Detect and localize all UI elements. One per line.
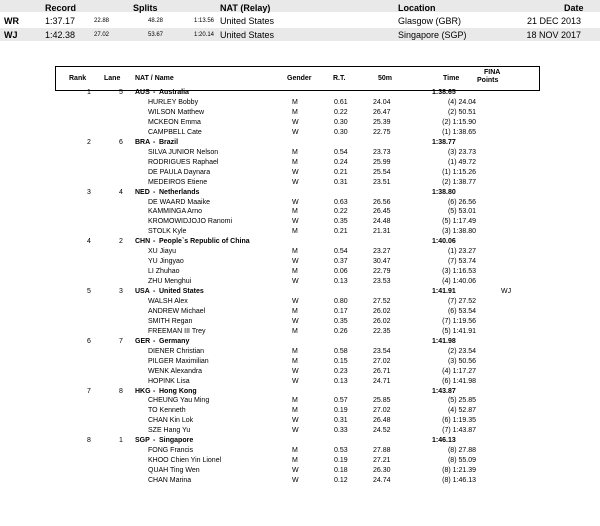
- swimmer-rt: 0.13: [334, 377, 348, 385]
- swimmer-cumulative: (3) 1:16.53: [442, 268, 476, 276]
- swimmer-split: 25.39: [373, 118, 391, 126]
- team-lane: 7: [119, 337, 123, 345]
- records-header-nat: NAT (Relay): [220, 3, 271, 13]
- swimmer-row: [55, 307, 540, 317]
- team-country: People`s Republic of China: [159, 238, 250, 246]
- team-row: [55, 188, 540, 198]
- records-header-location: Location: [398, 3, 436, 13]
- swimmer-gender: W: [292, 297, 299, 305]
- swimmer-rt: 0.31: [334, 178, 348, 186]
- swimmer-cumulative: (7) 1:43.87: [442, 427, 476, 435]
- swimmer-split: 25.99: [373, 158, 391, 166]
- swimmer-gender: M: [292, 248, 298, 256]
- swimmer-cumulative: (3) 50.56: [447, 357, 476, 365]
- team-lane: 6: [119, 138, 123, 146]
- swimmer-name: PILGER Maximilian: [148, 357, 209, 365]
- swimmer-row: [55, 148, 540, 158]
- swimmer-cumulative: (2) 1:15.90: [442, 118, 476, 126]
- swimmer-rt: 0.53: [334, 447, 348, 455]
- swimmer-row: [55, 347, 540, 357]
- swimmer-row: [55, 98, 540, 108]
- swimmer-rt: 0.12: [334, 477, 348, 484]
- swimmer-gender: W: [292, 467, 299, 475]
- team-lane: 3: [119, 288, 123, 295]
- team-row: [55, 88, 540, 98]
- swimmer-name: FREEMAN III Trey: [148, 327, 206, 335]
- swimmer-rt: 0.06: [334, 268, 348, 276]
- team-code: GER: [135, 337, 151, 345]
- header-50m: 50m: [378, 75, 393, 82]
- swimmer-name: CHEUNG Yau Ming: [148, 397, 210, 405]
- swimmer-name: ZHU Menghui: [148, 278, 192, 285]
- team-code: NED: [135, 188, 150, 196]
- swimmer-cumulative: (8) 55.09: [447, 457, 476, 465]
- swimmer-split: 27.52: [373, 297, 391, 305]
- swimmer-rt: 0.21: [334, 228, 348, 236]
- records-header-date: Date: [564, 3, 584, 13]
- swimmer-cumulative: (5) 1:17.49: [442, 218, 476, 226]
- team-dash: -: [153, 138, 156, 146]
- swimmer-rt: 0.54: [334, 148, 348, 156]
- swimmer-gender: M: [292, 208, 298, 216]
- team-country: Singapore: [159, 437, 194, 445]
- swimmer-gender: M: [292, 228, 298, 236]
- swimmer-split: 23.27: [373, 248, 391, 256]
- swimmer-rt: 0.58: [334, 347, 348, 355]
- swimmer-cumulative: (1) 23.27: [447, 248, 476, 256]
- swimmer-row: [55, 377, 540, 387]
- swimmer-rt: 0.35: [334, 218, 348, 226]
- team-row: [55, 337, 540, 347]
- team-row: [55, 387, 540, 397]
- swimmer-cumulative: (4) 24.04: [447, 98, 476, 106]
- swimmer-gender: W: [292, 367, 299, 375]
- swimmer-gender: W: [292, 477, 299, 484]
- swimmer-split: 24.52: [373, 427, 391, 435]
- swimmer-gender: W: [292, 128, 299, 136]
- swimmer-split: 27.88: [373, 447, 391, 455]
- team-time: 1:40.06: [432, 238, 456, 246]
- swimmer-rt: 0.63: [334, 198, 348, 206]
- swimmer-row: [55, 476, 540, 486]
- header-fina: FINA: [484, 69, 501, 76]
- swimmer-cumulative: (2) 1:38.77: [442, 178, 476, 186]
- swimmer-cumulative: (5) 25.85: [447, 397, 476, 405]
- swimmer-gender: M: [292, 357, 298, 365]
- team-row: [55, 237, 540, 247]
- record-date: 21 DEC 2013: [526, 16, 581, 26]
- swimmer-row: [55, 416, 540, 426]
- swimmer-rt: 0.24: [334, 158, 348, 166]
- swimmer-row: [55, 446, 540, 456]
- swimmer-row: [55, 267, 540, 277]
- team-row: [55, 138, 540, 148]
- swimmer-rt: 0.18: [334, 467, 348, 475]
- swimmer-name: TO Kenneth: [148, 407, 186, 415]
- team-rank: 1: [87, 89, 91, 96]
- header-rt: R.T.: [333, 75, 346, 82]
- swimmer-split: 23.53: [373, 278, 391, 285]
- swimmer-gender: M: [292, 158, 298, 166]
- swimmer-cumulative: (8) 27.88: [447, 447, 476, 455]
- swimmer-gender: M: [292, 407, 298, 415]
- swimmer-split: 27.02: [373, 357, 391, 365]
- team-rank: 7: [87, 387, 91, 395]
- swimmer-split: 26.56: [373, 198, 391, 206]
- header-time: Time: [443, 75, 460, 82]
- swimmer-name: DE WAARD Maaike: [148, 198, 210, 206]
- swimmer-rt: 0.54: [334, 248, 348, 256]
- record-split: 48.28: [148, 18, 164, 24]
- swimmer-row: [55, 108, 540, 118]
- swimmer-name: YU Jingyao: [148, 258, 184, 266]
- swimmer-rt: 0.15: [334, 357, 348, 365]
- swimmer-split: 24.04: [373, 98, 391, 106]
- swimmer-cumulative: (6) 26.56: [447, 198, 476, 206]
- record-nat: United States: [220, 30, 275, 40]
- swimmer-name: SZE Hang Yu: [148, 427, 191, 435]
- swimmer-row: [55, 118, 540, 128]
- record-time: 1:42.38: [45, 30, 76, 40]
- swimmer-row: [55, 178, 540, 188]
- team-code: USA: [135, 288, 150, 295]
- records-header-splits: Splits: [133, 3, 158, 13]
- swimmer-cumulative: (1) 1:38.65: [442, 128, 476, 136]
- team-time: 1:46.13: [432, 437, 456, 445]
- record-split: 22.88: [94, 18, 110, 24]
- swimmer-split: 23.51: [373, 178, 391, 186]
- swimmer-name: HOPINK Lisa: [148, 377, 190, 385]
- swimmer-name: DE PAULA Daynara: [148, 168, 211, 176]
- swimmer-name: KAMMINGA Arno: [148, 208, 203, 216]
- swimmer-split: 26.30: [373, 467, 391, 475]
- team-time: 1:41.98: [432, 337, 456, 345]
- header-gender: Gender: [287, 75, 312, 82]
- swimmer-gender: W: [292, 317, 299, 325]
- swimmer-row: [55, 297, 540, 307]
- records-row-band: [0, 28, 600, 41]
- swimmer-cumulative: (5) 1:41.91: [442, 327, 476, 335]
- swimmer-cumulative: (8) 1:46.13: [442, 477, 476, 484]
- swimmer-name: ANDREW Michael: [148, 307, 206, 315]
- results-table: [55, 66, 540, 526]
- swimmer-gender: W: [292, 218, 299, 226]
- swimmer-rt: 0.30: [334, 118, 348, 126]
- team-dash: -: [153, 238, 156, 246]
- team-code: SGP: [135, 437, 150, 445]
- swimmer-split: 25.54: [373, 168, 391, 176]
- swimmer-split: 25.85: [373, 397, 391, 405]
- swimmer-split: 23.73: [373, 148, 391, 156]
- record-split: 1:20.14: [194, 32, 215, 38]
- swimmer-gender: M: [292, 457, 298, 465]
- swimmer-split: 24.71: [373, 377, 391, 385]
- swimmer-name: SILVA JUNIOR Nelson: [148, 148, 219, 156]
- swimmer-rt: 0.22: [334, 208, 348, 216]
- swimmer-gender: W: [292, 427, 299, 435]
- swimmer-name: MCKEON Emma: [148, 118, 201, 126]
- team-lane: 4: [119, 188, 123, 196]
- swimmer-gender: W: [292, 178, 299, 186]
- record-time: 1:37.17: [45, 16, 76, 26]
- swimmer-cumulative: (4) 1:40.06: [442, 278, 476, 285]
- swimmer-gender: W: [292, 258, 299, 266]
- swimmer-gender: M: [292, 98, 298, 106]
- swimmer-name: HURLEY Bobby: [148, 98, 199, 106]
- swimmer-row: [55, 247, 540, 257]
- swimmer-name: KHOO Chien Yin Lionel: [148, 457, 222, 465]
- team-lane: 8: [119, 387, 123, 395]
- swimmer-gender: M: [292, 327, 298, 335]
- swimmer-rt: 0.33: [334, 427, 348, 435]
- swimmer-split: 23.54: [373, 347, 391, 355]
- swimmer-gender: M: [292, 347, 298, 355]
- record-code: WR: [4, 16, 19, 26]
- team-lane: 5: [119, 89, 123, 96]
- swimmer-gender: M: [292, 447, 298, 455]
- team-rank: 5: [87, 288, 91, 295]
- swimmer-gender: W: [292, 278, 299, 285]
- swimmer-rt: 0.21: [334, 168, 348, 176]
- swimmer-name: STOLK Kyle: [148, 228, 187, 236]
- record-date: 18 NOV 2017: [526, 30, 581, 40]
- team-rank: 3: [87, 188, 91, 196]
- swimmer-row: [55, 257, 540, 267]
- swimmer-row: [55, 327, 540, 337]
- swimmer-row: [55, 217, 540, 227]
- header-lane: Lane: [104, 75, 121, 82]
- swimmer-cumulative: (7) 53.74: [447, 258, 476, 266]
- swimmer-split: 26.48: [373, 417, 391, 425]
- team-country: Netherlands: [159, 188, 200, 196]
- team-dash: -: [153, 188, 156, 196]
- swimmer-split: 26.71: [373, 367, 391, 375]
- record-location: Glasgow (GBR): [398, 16, 462, 26]
- swimmer-split: 26.02: [373, 307, 391, 315]
- team-rank: 2: [87, 138, 91, 146]
- swimmer-row: [55, 128, 540, 138]
- swimmer-row: [55, 227, 540, 237]
- team-code: AUS: [135, 89, 150, 96]
- swimmer-split: 27.21: [373, 457, 391, 465]
- swimmer-split: 30.47: [373, 258, 391, 266]
- swimmer-rt: 0.57: [334, 397, 348, 405]
- swimmer-gender: M: [292, 268, 298, 276]
- swimmer-split: 22.75: [373, 128, 391, 136]
- swimmer-gender: W: [292, 118, 299, 126]
- swimmer-row: [55, 406, 540, 416]
- team-time: 1:41.91: [432, 288, 456, 295]
- swimmer-rt: 0.80: [334, 297, 348, 305]
- team-country: Australia: [159, 89, 189, 96]
- swimmer-rt: 0.23: [334, 367, 348, 375]
- team-time: 1:38.80: [432, 188, 456, 196]
- team-rank: 4: [87, 238, 91, 246]
- swimmer-row: [55, 158, 540, 168]
- swimmer-row: [55, 277, 540, 287]
- swimmer-name: CAMPBELL Cate: [148, 128, 202, 136]
- record-split: 53.67: [148, 32, 164, 38]
- team-code: HKG: [135, 387, 151, 395]
- team-dash: -: [153, 288, 156, 295]
- swimmer-name: MEDEIROS Etiene: [148, 178, 208, 186]
- swimmer-rt: 0.31: [334, 417, 348, 425]
- swimmer-split: 22.35: [373, 327, 391, 335]
- swimmer-cumulative: (6) 1:19.35: [442, 417, 476, 425]
- swimmer-row: [55, 317, 540, 327]
- swimmer-split: 24.48: [373, 218, 391, 226]
- swimmer-rt: 0.17: [334, 307, 348, 315]
- swimmer-gender: W: [292, 168, 299, 176]
- swimmer-row: [55, 357, 540, 367]
- swimmer-split: 22.79: [373, 268, 391, 276]
- swimmer-cumulative: (3) 23.73: [447, 148, 476, 156]
- swimmer-name: RODRIGUES Raphael: [148, 158, 219, 166]
- team-row: [55, 436, 540, 446]
- swimmer-row: [55, 426, 540, 436]
- swimmer-cumulative: (6) 1:41.98: [442, 377, 476, 385]
- swimmer-cumulative: (1) 49.72: [447, 158, 476, 166]
- swimmer-split: 27.02: [373, 407, 391, 415]
- swimmer-name: LI Zhuhao: [148, 268, 180, 276]
- swimmer-rt: 0.19: [334, 407, 348, 415]
- team-country: United States: [159, 288, 204, 295]
- swimmer-cumulative: (6) 53.54: [447, 307, 476, 315]
- swimmer-row: [55, 456, 540, 466]
- swimmer-name: DIENER Christian: [148, 347, 205, 355]
- swimmer-cumulative: (7) 1:19.56: [442, 317, 476, 325]
- records-table: [0, 0, 600, 42]
- swimmer-name: FONG Francis: [148, 447, 194, 455]
- swimmer-cumulative: (2) 23.54: [447, 347, 476, 355]
- record-split: 27.02: [94, 32, 110, 38]
- swimmer-cumulative: (1) 1:15.26: [442, 168, 476, 176]
- swimmer-name: WALSH Alex: [148, 297, 188, 305]
- header-points: Points: [477, 77, 499, 84]
- record-split: 1:13.56: [194, 18, 215, 24]
- team-dash: -: [153, 387, 156, 395]
- swimmer-gender: W: [292, 377, 299, 385]
- swimmer-gender: M: [292, 307, 298, 315]
- team-lane: 1: [119, 437, 123, 445]
- header-rank: Rank: [69, 75, 87, 82]
- record-code: WJ: [4, 30, 18, 40]
- record-location: Singapore (SGP): [398, 30, 467, 40]
- records-header-band: [0, 0, 600, 12]
- swimmer-cumulative: (4) 52.87: [447, 407, 476, 415]
- swimmer-cumulative: (4) 1:17.27: [442, 367, 476, 375]
- team-row: [55, 287, 540, 297]
- team-time: 1:38.77: [432, 138, 456, 146]
- swimmer-cumulative: (5) 53.01: [447, 208, 476, 216]
- swimmer-name: SMITH Regan: [148, 317, 193, 325]
- swimmer-row: [55, 367, 540, 377]
- swimmer-rt: 0.19: [334, 457, 348, 465]
- swimmer-row: [55, 198, 540, 208]
- records-header-record: Record: [45, 3, 77, 13]
- swimmer-split: 24.74: [373, 477, 391, 484]
- swimmer-cumulative: (3) 1:38.80: [442, 228, 476, 236]
- team-dash: -: [153, 337, 156, 345]
- swimmer-gender: M: [292, 148, 298, 156]
- team-time: 1:43.87: [432, 387, 456, 395]
- team-rank: 6: [87, 337, 91, 345]
- swimmer-name: QUAH Ting Wen: [148, 467, 200, 475]
- swimmer-gender: M: [292, 397, 298, 405]
- header-name: NAT / Name: [135, 75, 174, 82]
- team-record: WJ: [501, 288, 512, 295]
- swimmer-split: 26.47: [373, 108, 391, 116]
- swimmer-name: WENK Alexandra: [148, 367, 203, 375]
- swimmer-rt: 0.22: [334, 108, 348, 116]
- swimmer-rt: 0.35: [334, 317, 348, 325]
- swimmer-name: WILSON Matthew: [148, 108, 205, 116]
- team-lane: 2: [119, 238, 123, 246]
- swimmer-rt: 0.26: [334, 327, 348, 335]
- swimmer-split: 26.02: [373, 317, 391, 325]
- swimmer-row: [55, 466, 540, 476]
- swimmer-gender: M: [292, 108, 298, 116]
- swimmer-row: [55, 396, 540, 406]
- team-country: Brazil: [159, 138, 179, 146]
- swimmer-name: CHAN Marina: [148, 477, 192, 484]
- swimmer-name: KROMOWIDJOJO Ranomi: [148, 218, 233, 226]
- swimmer-split: 26.45: [373, 208, 391, 216]
- swimmer-rt: 0.37: [334, 258, 348, 266]
- swimmer-row: [55, 168, 540, 178]
- swimmer-name: CHAN Kin Lok: [148, 417, 194, 425]
- team-time: 1:38.65: [432, 89, 456, 96]
- team-country: Germany: [159, 337, 190, 345]
- team-code: BRA: [135, 138, 151, 146]
- team-rank: 8: [87, 437, 91, 445]
- swimmer-gender: W: [292, 198, 299, 206]
- swimmer-split: 21.31: [373, 228, 391, 236]
- team-dash: -: [153, 437, 156, 445]
- team-code: CHN: [135, 238, 151, 246]
- swimmer-cumulative: (8) 1:21.39: [442, 467, 476, 475]
- team-dash: -: [153, 89, 156, 96]
- swimmer-cumulative: (2) 50.51: [447, 108, 476, 116]
- swimmer-gender: W: [292, 417, 299, 425]
- swimmer-row: [55, 207, 540, 217]
- team-country: Hong Kong: [159, 387, 197, 395]
- swimmer-cumulative: (7) 27.52: [447, 297, 476, 305]
- swimmer-rt: 0.30: [334, 128, 348, 136]
- swimmer-rt: 0.13: [334, 278, 348, 285]
- swimmer-name: XU Jiayu: [148, 248, 177, 256]
- swimmer-rt: 0.61: [334, 98, 348, 106]
- record-nat: United States: [220, 16, 275, 26]
